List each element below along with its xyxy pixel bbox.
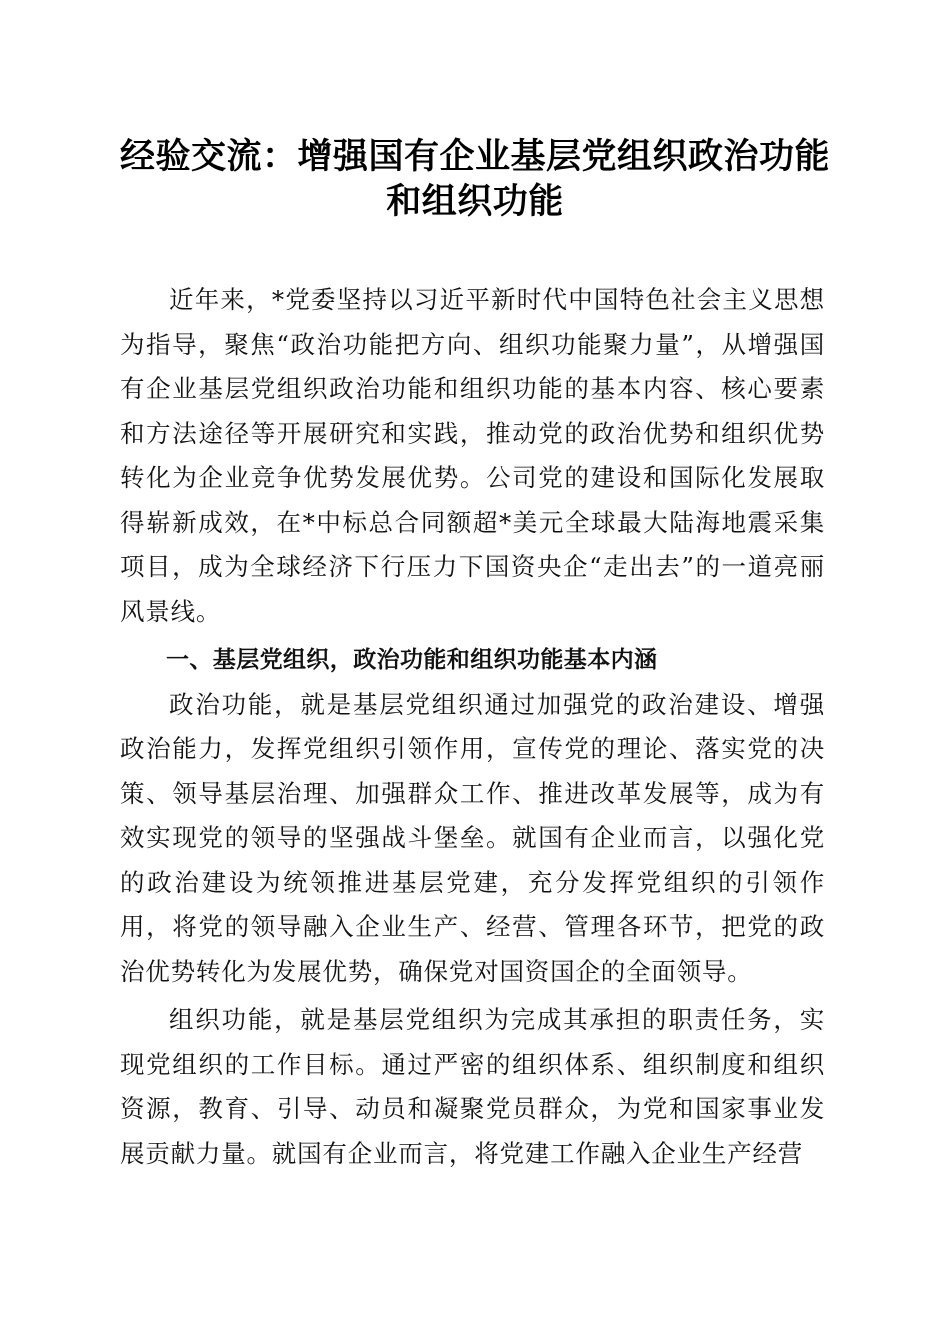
intro-paragraph: 近年来，*党委坚持以习近平新时代中国特色社会主义思想为指导，聚焦“政治功能把方向、组织功能聚力量”，从增强国有企业基层党组织政治功能和组织功能的基本内容、核心要素和方法途径等开展研究和实践，推动党的政治优势和组织优势转化为企业竞争优势发展优势。公司党的建设和国际化发展取得崭新成效，在*中标总合同额超*美元全球最大陆海地震采集项目，成为全球经济下行压力下国资央企“走出去”的一道亮丽风景线。 — [120, 285, 825, 626]
political-function-paragraph: 政治功能，就是基层党组织通过加强党的政治建设、增强政治能力，发挥党组织引领作用，宣传党的理论、落实党的决策、领导基层治理、加强群众工作、推进改革发展等，成为有效实现党的领导的坚强战斗堡垒。就国有企业而言，以强化党的政治建设为统领推进基层党建，充分发挥党组织的引领作用，将党的领导融入企业生产、经营、管理各环节，把党的政治优势转化为发展优势，确保党对国资国企的全面领导。 — [120, 689, 825, 986]
document-body — [120, 278, 825, 1176]
organizational-function-paragraph: 组织功能，就是基层党组织为完成其承担的职责任务，实现党组织的工作目标。通过严密的组织体系、组织制度和组织资源，教育、引导、动员和凝聚党员群众，为党和国家事业发展贡献力量。就国有企业而言，将党建工作融入企业生产经营 — [120, 1005, 825, 1168]
section-heading-1: 一、基层党组织，政治功能和组织功能基本内涵 — [166, 647, 658, 673]
title-line-2: 和组织功能 — [386, 181, 564, 222]
title-line-1: 经验交流：增强国有企业基层党组织政治功能 — [119, 136, 830, 177]
document-title — [100, 134, 850, 224]
